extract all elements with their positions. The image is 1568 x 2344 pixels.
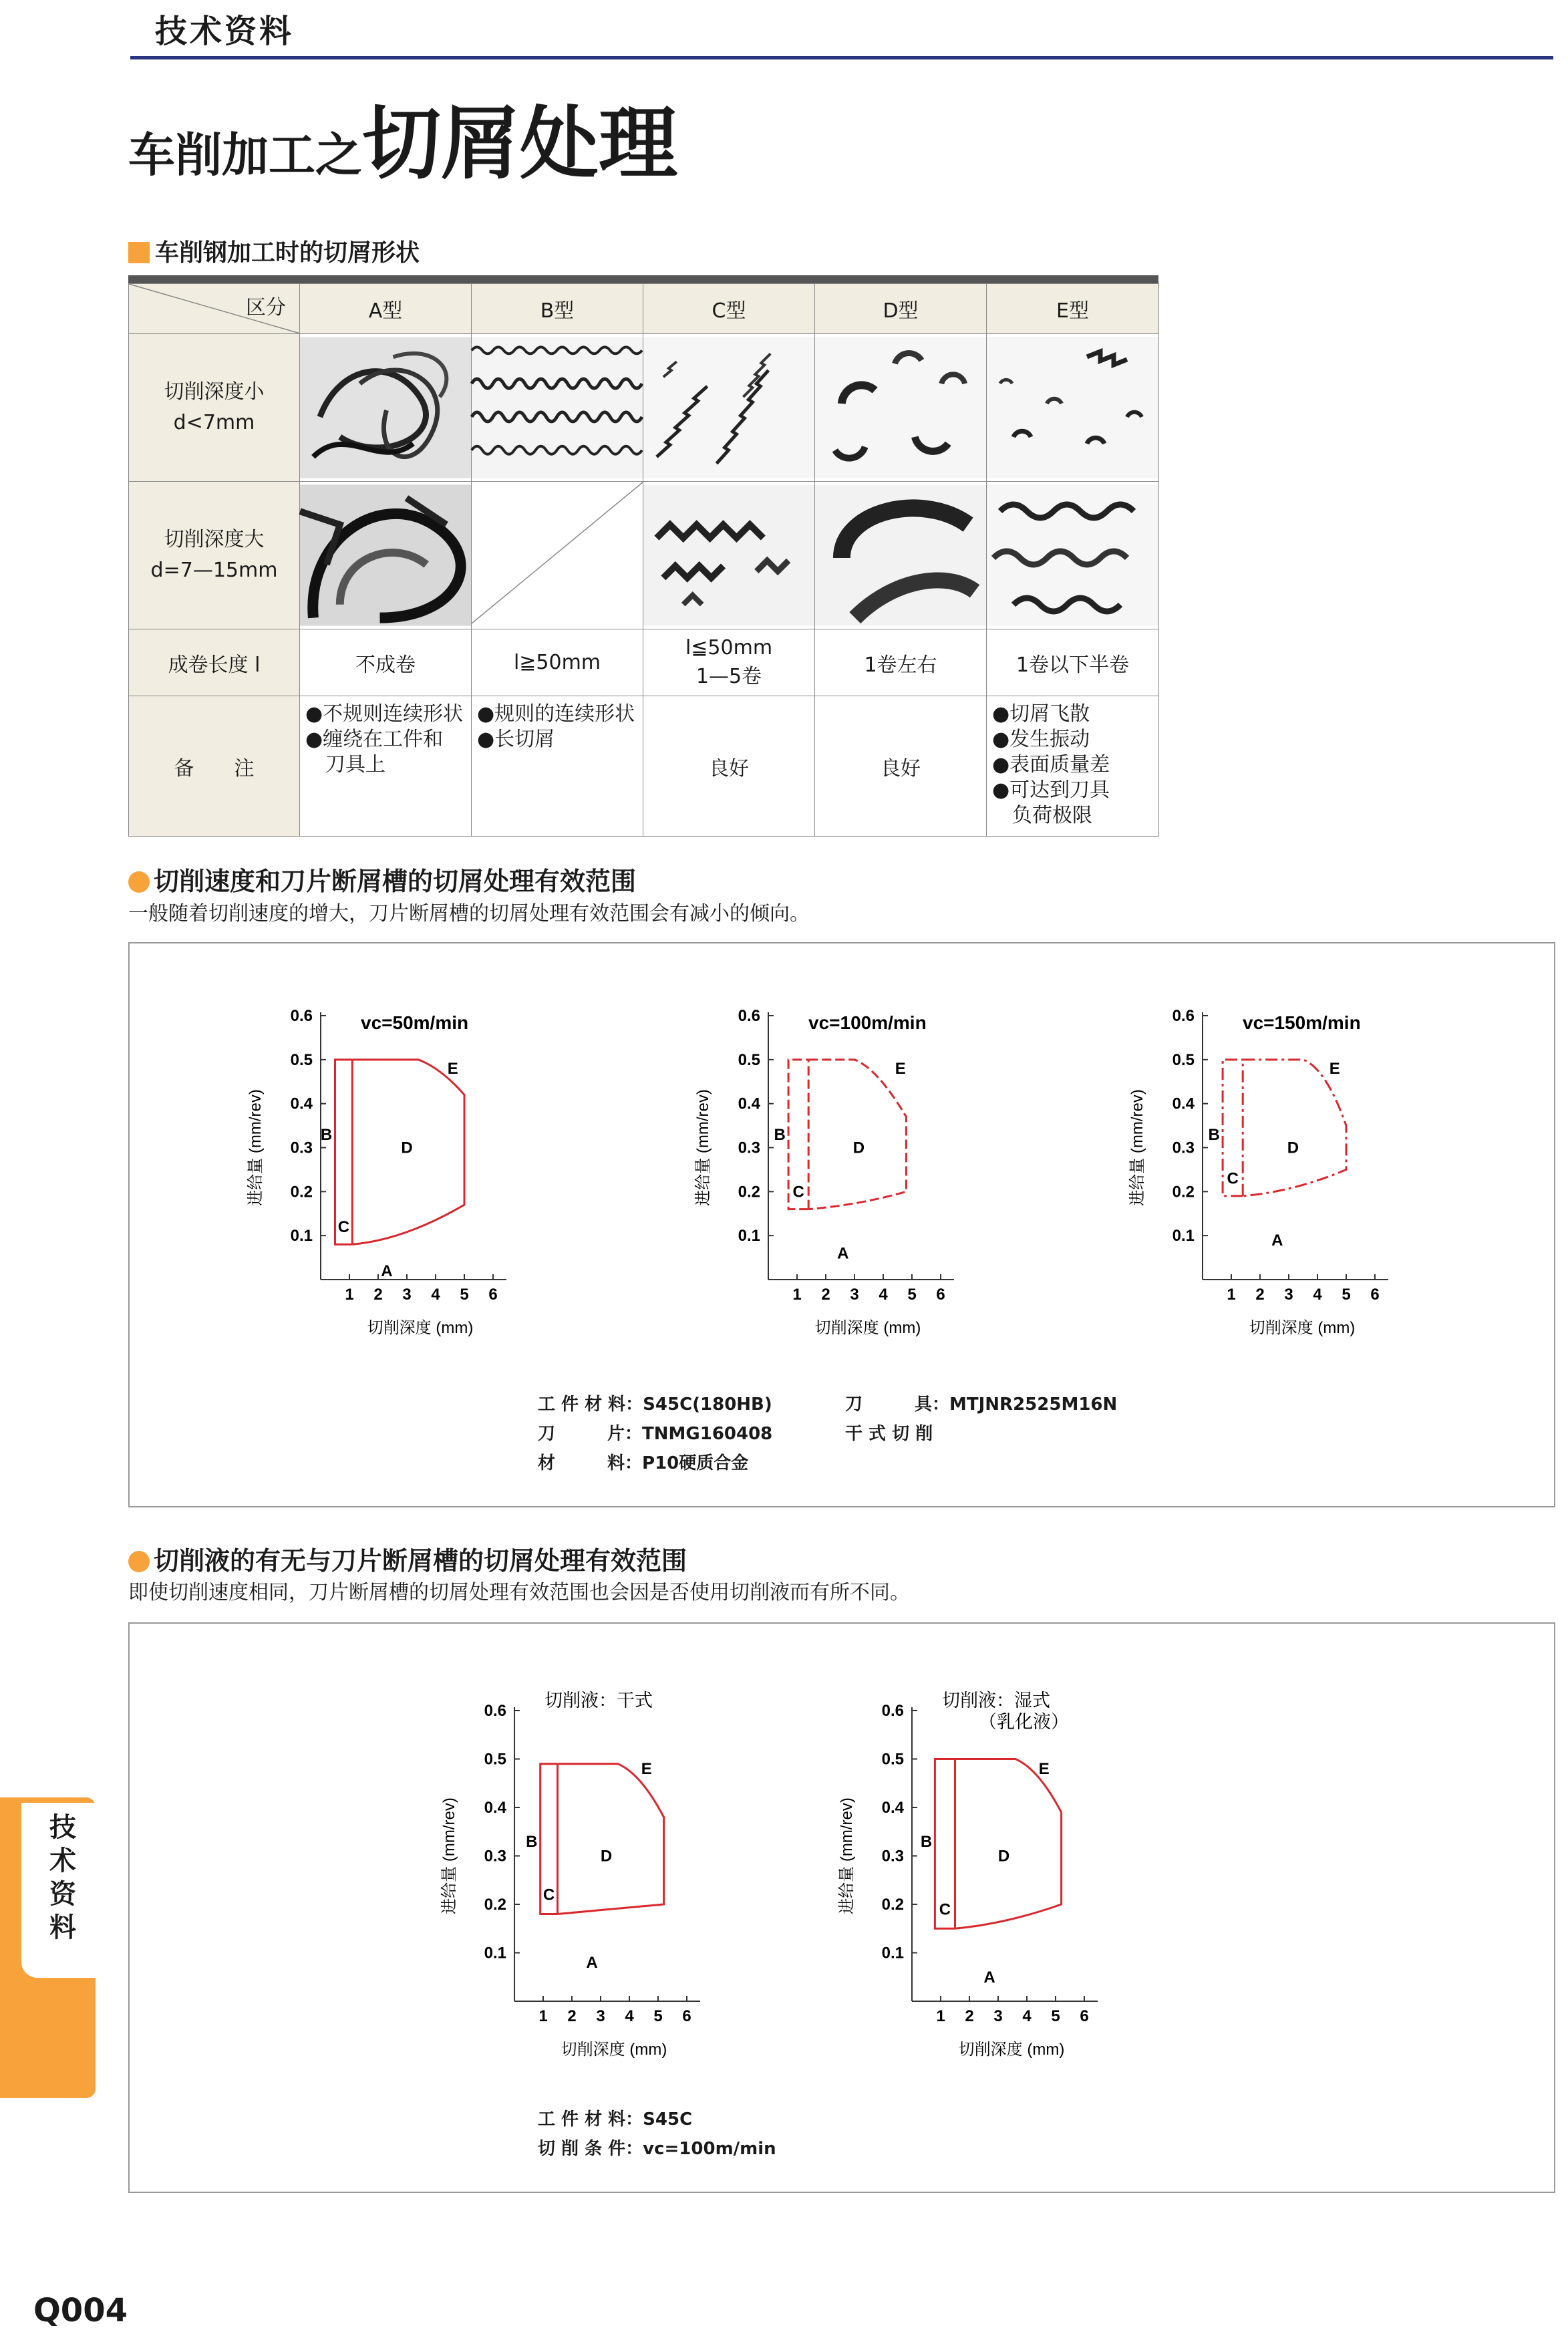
- x-tick-label: 4: [879, 1286, 888, 1304]
- empty-diagonal: [472, 482, 643, 623]
- x-tick-label: 5: [653, 2007, 663, 2025]
- chip-a-large-image: [300, 482, 471, 629]
- x-tick-label: 6: [682, 2007, 691, 2025]
- x-tick-label: 5: [1051, 2007, 1060, 2025]
- x-axis-label: 切削深度 (mm): [1249, 1319, 1356, 1337]
- x-tick-label: 6: [488, 1286, 498, 1304]
- y-axis-label: 进给量 (mm/rev): [247, 1089, 265, 1206]
- chip-b-small-image: [472, 334, 643, 481]
- x-tick-label: 5: [907, 1286, 917, 1304]
- chart-title: 切削液：干式: [544, 1691, 653, 1711]
- corner-label: 区分: [246, 296, 286, 319]
- region-label-c: C: [337, 1218, 350, 1236]
- length-e: 1卷以下半卷: [987, 629, 1159, 696]
- note-e-1: ●切屑飞散: [992, 702, 1090, 726]
- y-tick-label: 0.6: [738, 1007, 760, 1025]
- region-label-e: E: [895, 1060, 906, 1078]
- chart-subtitle: （乳化液）: [979, 1712, 1069, 1732]
- y-tick-label: 0.4: [738, 1094, 760, 1113]
- section-header-label: 技术资料: [155, 13, 295, 50]
- length-c: [643, 629, 815, 696]
- x-tick-label: 2: [373, 1286, 383, 1304]
- y-tick-label: 0.6: [484, 1702, 506, 1720]
- y-tick-label: 0.4: [881, 1799, 904, 1817]
- y-tick-label: 0.2: [738, 1183, 760, 1201]
- y-tick-label: 0.1: [1172, 1227, 1195, 1246]
- chip-e-large-image: [987, 482, 1158, 629]
- cond2-l1: 工 件 材 料：: [538, 1395, 643, 1415]
- region-label-d: D: [997, 1847, 1010, 1866]
- length-c-line2: 1—5卷: [695, 665, 762, 688]
- note-e: [987, 696, 1159, 837]
- y-tick-label: 0.2: [881, 1896, 904, 1914]
- section2-conditions: [538, 1390, 772, 1478]
- y-tick-label: 0.4: [290, 1094, 313, 1113]
- y-tick-label: 0.3: [484, 1847, 506, 1866]
- y-tick-label: 0.3: [290, 1139, 313, 1157]
- region-label-a: A: [837, 1244, 849, 1263]
- col-header-e: E型: [987, 284, 1159, 334]
- section2-title-text: 切削速度和刀片断屑槽的切屑处理有效范围: [154, 867, 637, 896]
- y-tick-label: 0.3: [738, 1139, 760, 1157]
- x-tick-label: 1: [936, 2007, 945, 2025]
- x-axis-label: 切削深度 (mm): [367, 1319, 474, 1337]
- chip-e-small-image: [987, 334, 1158, 481]
- chart-svg: [694, 969, 1076, 1356]
- section1-title-text: 车削钢加工时的切屑形状: [155, 239, 420, 267]
- y-tick-label: 0.2: [290, 1183, 313, 1201]
- region-label-a: A: [586, 1954, 598, 1972]
- x-axis-label: 切削深度 (mm): [958, 2041, 1065, 2059]
- x-tick-label: 1: [538, 2007, 548, 2025]
- x-tick-label: 3: [596, 2007, 605, 2025]
- chip-d-large-image: [815, 482, 986, 629]
- y-axis-label: 进给量 (mm/rev): [838, 1797, 856, 1914]
- x-tick-label: 4: [1313, 1286, 1322, 1304]
- chart-title: vc=100m/min: [808, 1012, 927, 1033]
- note-e-5: 负荷极限: [992, 804, 1092, 827]
- page-title-prefix: 车削加工之: [128, 128, 362, 182]
- orange-dot-icon: [128, 871, 150, 893]
- col-header-c: C型: [643, 284, 815, 334]
- note-e-4: ●可达到刀具: [992, 778, 1110, 802]
- chart-title: vc=150m/min: [1243, 1012, 1361, 1033]
- cond2-v4: MTJNR2525M16N: [949, 1395, 1118, 1415]
- region-label-a: A: [1271, 1231, 1283, 1250]
- cond2-l4: 刀 具：: [845, 1395, 950, 1415]
- y-tick-label: 0.5: [290, 1050, 313, 1069]
- x-tick-label: 6: [936, 1286, 945, 1304]
- note-b-2: ●长切屑: [477, 728, 555, 751]
- region-label-e: E: [641, 1760, 652, 1778]
- cond2-l5: 干 式 切 削: [845, 1424, 933, 1444]
- length-a: 不成卷: [300, 629, 472, 696]
- x-axis-label: 切削深度 (mm): [814, 1319, 921, 1337]
- note-b-1: ●规则的连续形状: [477, 702, 635, 726]
- region-label-c: C: [939, 1900, 951, 1919]
- section2-conditions-right: [845, 1390, 1117, 1449]
- row-small-line1: 切削深度小: [164, 380, 265, 404]
- y-tick-label: 0.5: [881, 1750, 904, 1769]
- y-tick-label: 0.3: [881, 1847, 904, 1866]
- cond2-l3: 材 料：: [538, 1453, 643, 1473]
- x-tick-label: 2: [965, 2007, 974, 2025]
- photo-c-small: [643, 334, 815, 482]
- x-tick-label: 2: [1255, 1286, 1265, 1304]
- chart-svg: [838, 1664, 1219, 2078]
- section2-desc: 一般随着切削速度的增大，刀片断屑槽的切屑处理有效范围会有减小的倾向。: [128, 902, 810, 925]
- cond2-v3: P10硬质合金: [642, 1453, 749, 1473]
- x-axis-label: 切削深度 (mm): [561, 2041, 667, 2059]
- y-tick-label: 0.2: [484, 1896, 506, 1914]
- chip-c-small-image: [643, 334, 814, 481]
- note-a: [300, 696, 472, 837]
- col-header-d: D型: [815, 284, 987, 334]
- region-label-d: D: [1287, 1139, 1299, 1157]
- photo-b-large-empty: [472, 482, 643, 629]
- x-tick-label: 1: [792, 1286, 802, 1304]
- region-label-c: C: [542, 1886, 555, 1904]
- y-tick-label: 0.1: [881, 1944, 904, 1962]
- photo-d-large: [815, 482, 987, 629]
- y-axis-label: 进给量 (mm/rev): [440, 1797, 458, 1914]
- boundary-d: [558, 1764, 664, 1914]
- page-title-main: 切屑处理: [362, 98, 678, 190]
- col-header-b: B型: [472, 284, 643, 334]
- note-e-3: ●表面质量差: [992, 753, 1110, 776]
- x-tick-label: 6: [1080, 2007, 1089, 2025]
- y-axis-label: 进给量 (mm/rev): [694, 1089, 712, 1206]
- row-header-small: [129, 334, 300, 482]
- region-label-b: B: [1208, 1125, 1220, 1144]
- x-tick-label: 2: [567, 2007, 577, 2025]
- x-tick-label: 3: [1284, 1286, 1293, 1304]
- chart-svg: [1128, 969, 1510, 1356]
- x-tick-label: 3: [402, 1286, 412, 1304]
- boundary-b: [335, 1060, 353, 1245]
- chart-dry: [440, 1664, 822, 2078]
- col-header-a: A型: [300, 284, 472, 334]
- photo-b-small: [472, 334, 643, 482]
- region-label-b: B: [774, 1125, 786, 1144]
- x-tick-label: 1: [1227, 1286, 1236, 1304]
- cond3-l1: 工 件 材 料：: [538, 2109, 643, 2130]
- cond2-v1: S45C(180HB): [643, 1395, 772, 1415]
- chip-d-small-image: [815, 334, 986, 481]
- page-title: [128, 80, 677, 194]
- cond2-l2: 刀 片：: [538, 1424, 643, 1444]
- note-c: 良好: [643, 696, 815, 837]
- x-tick-label: 5: [1342, 1286, 1351, 1304]
- chart-title: 切削液：湿式: [942, 1691, 1050, 1711]
- photo-a-large: [300, 482, 472, 629]
- row-large-line1: 切削深度大: [164, 528, 265, 551]
- region-label-a: A: [381, 1262, 393, 1280]
- y-tick-label: 0.6: [881, 1702, 904, 1720]
- chip-c-large-image: [643, 482, 814, 629]
- region-label-c: C: [792, 1183, 804, 1201]
- x-tick-label: 4: [625, 2007, 634, 2025]
- row-header-length: 成卷长度 l: [129, 629, 300, 696]
- region-label-e: E: [447, 1060, 458, 1078]
- x-tick-label: 2: [821, 1286, 830, 1304]
- chart-wet: [838, 1664, 1219, 2078]
- note-b: [472, 696, 643, 837]
- region-label-e: E: [1329, 1060, 1340, 1078]
- photo-a-small: [300, 334, 472, 482]
- photo-e-small: [987, 334, 1159, 482]
- x-tick-label: 3: [850, 1286, 859, 1304]
- section3-conditions: [538, 2105, 776, 2164]
- x-tick-label: 4: [431, 1286, 440, 1304]
- y-tick-label: 0.3: [1172, 1139, 1195, 1157]
- chart-title: vc=50m/min: [361, 1012, 469, 1033]
- y-tick-label: 0.4: [1172, 1094, 1195, 1113]
- y-tick-label: 0.5: [1172, 1050, 1195, 1069]
- section3-title-text: 切削液的有无与刀片断屑槽的切屑处理有效范围: [154, 1546, 687, 1576]
- section3-desc: 即使切削速度相同，刀片断屑槽的切屑处理有效范围也会因是否使用切削液而有所不同。: [128, 1581, 910, 1604]
- y-tick-label: 0.1: [484, 1944, 506, 1962]
- cond3-v1: S45C: [643, 2109, 693, 2130]
- chip-a-small-image: [300, 334, 471, 481]
- note-a-1: ●不规则连续形状: [305, 702, 464, 726]
- x-tick-label: 6: [1370, 1286, 1380, 1304]
- region-label-c: C: [1227, 1169, 1239, 1188]
- length-c-line1: l≦50mm: [685, 636, 773, 660]
- y-tick-label: 0.5: [738, 1050, 760, 1069]
- note-d: 良好: [815, 696, 987, 837]
- x-tick-label: 4: [1022, 2007, 1032, 2025]
- row-small-line2: d<7mm: [173, 411, 255, 434]
- sidebar-label: 技术资料: [49, 1812, 76, 1943]
- length-d: 1卷左右: [815, 629, 987, 696]
- note-a-2: ●缠绕在工件和: [305, 728, 444, 751]
- row-header-large: [129, 482, 300, 629]
- chart-svg: [247, 969, 628, 1356]
- y-tick-label: 0.1: [738, 1227, 760, 1246]
- y-axis-label: 进给量 (mm/rev): [1128, 1089, 1146, 1206]
- y-tick-label: 0.6: [1172, 1007, 1195, 1025]
- region-label-d: D: [401, 1139, 413, 1157]
- boundary-d: [955, 1759, 1062, 1929]
- chart-vc100: [694, 969, 1076, 1356]
- photo-c-large: [643, 482, 815, 629]
- row-large-line2: d=7—15mm: [150, 559, 278, 582]
- note-e-2: ●发生振动: [992, 728, 1090, 751]
- region-label-b: B: [320, 1125, 333, 1144]
- page-number: Q004: [33, 2292, 128, 2329]
- chip-shape-table: [128, 283, 1159, 837]
- row-header-notes: 备 注: [129, 696, 300, 837]
- region-label-d: D: [852, 1139, 865, 1157]
- orange-square-icon: [128, 242, 150, 263]
- chart-vc50: [247, 969, 628, 1356]
- header-divider: [130, 56, 1553, 59]
- photo-e-large: [987, 482, 1159, 629]
- y-tick-label: 0.4: [484, 1799, 506, 1817]
- x-tick-label: 5: [460, 1286, 469, 1304]
- region-label-b: B: [526, 1832, 538, 1851]
- corner-cell: [129, 284, 300, 334]
- y-tick-label: 0.1: [290, 1227, 313, 1246]
- cond3-v2: vc=100m/min: [643, 2139, 776, 2159]
- section1-title: [128, 234, 420, 268]
- length-b: l≧50mm: [472, 629, 643, 696]
- table-top-bar: [128, 275, 1158, 283]
- region-label-a: A: [983, 1968, 995, 1987]
- cond3-l2: 切 削 条 件：: [538, 2139, 643, 2159]
- boundary-d: [1243, 1060, 1346, 1196]
- cond2-v2: TNMG160408: [642, 1424, 773, 1444]
- section2-title: [128, 861, 636, 897]
- y-tick-label: 0.5: [484, 1750, 506, 1769]
- chart-vc150: [1128, 969, 1510, 1356]
- x-tick-label: 1: [345, 1286, 354, 1304]
- chart-svg: [440, 1664, 822, 2078]
- photo-d-small: [815, 334, 987, 482]
- orange-dot-icon: [128, 1551, 150, 1572]
- boundary-d: [808, 1060, 906, 1209]
- x-tick-label: 3: [993, 2007, 1003, 2025]
- y-tick-label: 0.2: [1172, 1183, 1195, 1201]
- note-a-3: 刀具上: [305, 753, 385, 776]
- region-label-d: D: [600, 1847, 613, 1866]
- y-tick-label: 0.6: [290, 1007, 313, 1025]
- section3-title: [128, 1540, 687, 1577]
- region-label-b: B: [920, 1832, 933, 1851]
- region-label-e: E: [1038, 1760, 1050, 1778]
